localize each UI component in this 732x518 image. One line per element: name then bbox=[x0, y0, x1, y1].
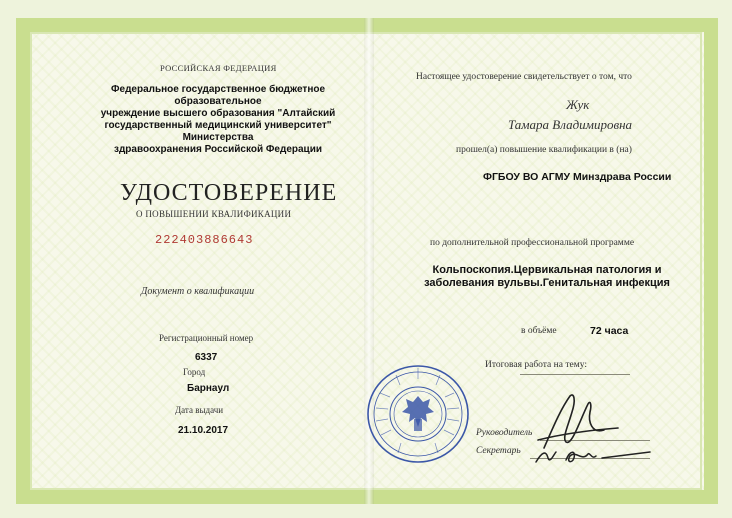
city-label: Город bbox=[183, 367, 206, 377]
secretary-label: Секретарь bbox=[476, 446, 521, 456]
program-name bbox=[418, 264, 676, 290]
organization-name bbox=[88, 84, 348, 156]
institution-name: ФГБОУ ВО АГМУ Минздрава России bbox=[483, 171, 672, 183]
program-line: Кольпоскопия.Цервикальная патология и bbox=[432, 264, 662, 276]
org-line: государственный медицинский университет" Министерства bbox=[104, 120, 332, 143]
city-value: Барнаул bbox=[187, 383, 230, 394]
document-subtitle: О ПОВЫШЕНИИ КВАЛИФИКАЦИИ bbox=[136, 209, 292, 219]
official-seal-stamp bbox=[366, 363, 470, 465]
hours-value: 72 часа bbox=[590, 325, 629, 337]
holder-name: Тамара Владимировна bbox=[508, 117, 633, 132]
document-title: УДОСТОВЕРЕНИЕ bbox=[120, 180, 338, 206]
org-line: Федеральное государственное бюджетное образовательное bbox=[110, 84, 326, 107]
org-line: здравоохранения Российской Федерации bbox=[113, 144, 322, 155]
certifies-text: Настоящее удостоверение свидетельствует о том, что bbox=[416, 72, 632, 82]
country-heading: РОССИЙСКАЯ ФЕДЕРАЦИЯ bbox=[160, 63, 277, 73]
registration-label: Регистрационный номер bbox=[159, 333, 254, 343]
passed-training-text: прошел(а) повышение квалификации в (на) bbox=[456, 145, 632, 155]
document-number: 222403886643 bbox=[155, 233, 254, 247]
program-line: заболевания вульвы.Генитальная инфекция bbox=[424, 277, 670, 289]
org-line: учреждение высшего образования "Алтайский bbox=[100, 108, 336, 119]
head-label: Руководитель bbox=[476, 428, 533, 438]
program-label: по дополнительной профессиональной программе bbox=[430, 238, 635, 248]
document-type: Документ о квалификации bbox=[141, 286, 255, 297]
volume-label: в объёме bbox=[521, 326, 557, 336]
issue-date-label: Дата выдачи bbox=[175, 405, 224, 415]
final-work-label: Итоговая работа на тему: bbox=[485, 360, 587, 370]
final-work-line bbox=[520, 374, 630, 375]
secretary-signature bbox=[532, 440, 652, 468]
registration-number: 6337 bbox=[195, 352, 218, 363]
holder-surname: Жук bbox=[566, 97, 590, 112]
issue-date: 21.10.2017 bbox=[178, 425, 229, 436]
